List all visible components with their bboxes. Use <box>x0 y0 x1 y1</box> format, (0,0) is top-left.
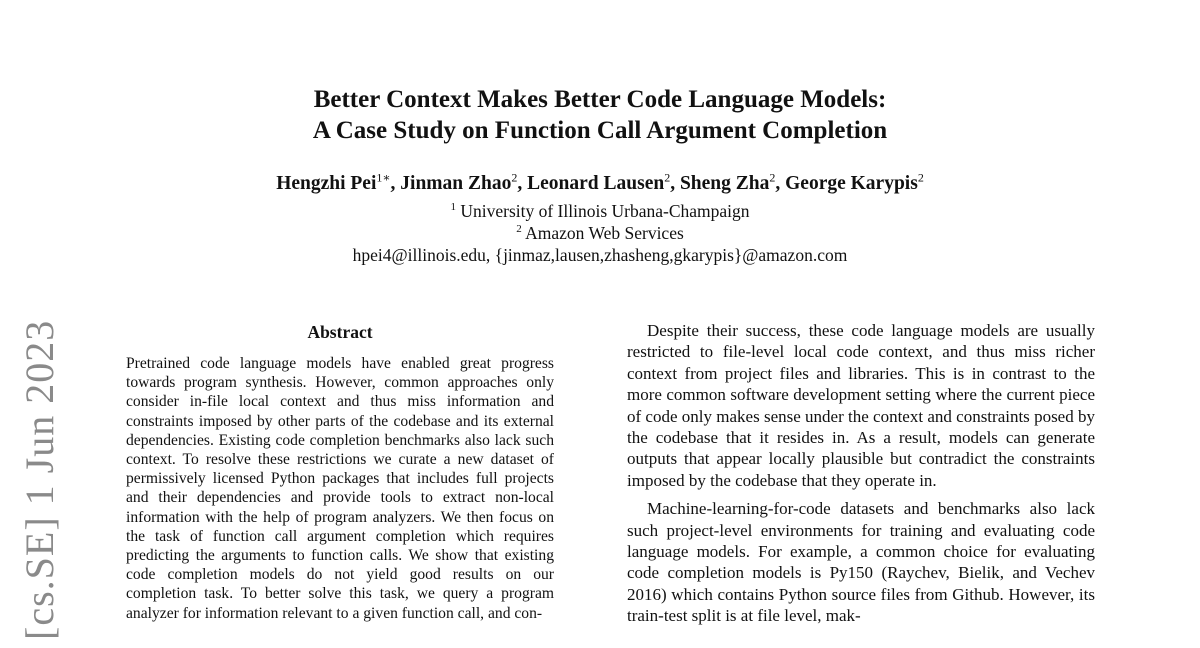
body-paragraph: Despite their success, these code language models are usually restricted to file-level local code context, and thus miss richer context from project files and libraries. This is in contrast to the more common software development setting where the current piece of code only makes sense under the context and constraints posed by the codebase that it resides in. As a result, models can generate outputs that appear locally plausible but contradict the constraints imposed by the codebase that they operate in. <box>627 321 1095 490</box>
author: George Karypis$^2$ <box>785 170 924 194</box>
title-line-2: A Case Study on Function Call Argument Completion <box>312 117 888 144</box>
author-emails: hpei4@illinois.edu, {jinmaz,lausen,zhasheng,gkarypis}@amazon.com <box>352 245 848 265</box>
affiliation-2: $^2$ Amazon Web Services <box>516 223 684 243</box>
paper-header <box>0 84 1200 266</box>
author: Sheng Zha$^2$, <box>679 170 786 194</box>
intro-column <box>627 320 1095 627</box>
author: Jinman Zhao$^2$, <box>400 170 528 194</box>
abstract-text: Pretrained code language models have enabled great progress towards program synthesis. However, common approaches only consider in-file local context and thus miss information and constraints imposed by other parts of the codebase and its external dependencies. Existing code completion benchmarks also lack such context. To resolve these restrictions we curate a new dataset of permissively licensed Python packages that includes full projects and their dependencies and provide tools to extract non-local information with the help of program analyzers. We then focus on the task of function call argument completion which requires predicting the arguments to function calls. We show that existing code completion models do not yield good results on our completion task. To better solve this task, we query a program analyzer for information relevant to a given function call, and con- <box>126 355 554 622</box>
title-line-1: Better Context Makes Better Code Language Models: <box>313 86 887 113</box>
paper-title <box>0 84 1200 146</box>
author-list <box>0 172 1200 196</box>
author: Leonard Lausen$^2$, <box>527 170 680 194</box>
author: Hengzhi Pei$^{1∗}$, <box>276 170 401 194</box>
body-paragraph: Machine-learning-for-code datasets and benchmarks also lack such project-level environments for training and evaluating code language models. For example, a common choice for evaluating code completion models is Py150 (Raychev, Bielik, and Vechev 2016) which contains Python source files from Github. However, its train-test split is at file level, mak- <box>627 499 1095 626</box>
abstract-column <box>126 320 554 623</box>
abstract-heading: Abstract <box>307 322 373 342</box>
arxiv-stamp: [cs.SE] 1 Jun 2023 <box>17 319 62 640</box>
affiliations <box>0 200 1200 266</box>
affiliation-1: $^1$ University of Illinois Urbana-Champaign <box>450 201 750 221</box>
